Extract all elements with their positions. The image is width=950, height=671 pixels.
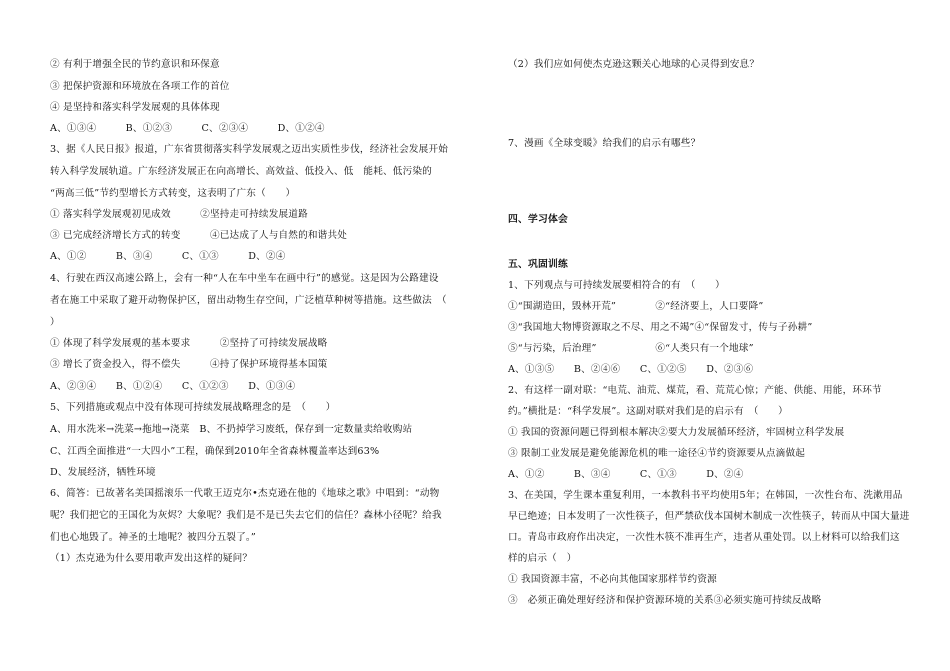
text-line: ③ 已完成经济增长方式的转变 ④已达成了人与自然的和谐共处 <box>50 230 348 241</box>
text-line: ③“我国地大物博资源取之不尽、用之不竭”④“保留发寸，传与子孙耕” <box>508 322 813 333</box>
text-line: 者在施工中采取了避开动物保护区，留出动物生存空间，广泛植草种树等措施。这些做法 （ <box>50 295 447 306</box>
text-line: ① 我国的资源问题已得到根本解决②要大力发展循环经济，牢固树立科学发展 <box>508 427 845 438</box>
section-heading-consolidation: 五、巩固训练 <box>508 259 568 270</box>
text-line: （1）杰克逊为什么要用歌声发出这样的疑问？ <box>50 553 253 564</box>
text-line: A、①② B、③④ C、①③ D、②④ <box>50 251 286 262</box>
text-line: ①“围湖造田，毁林开荒” ②“经济要上，人口要降” <box>508 301 764 312</box>
text-line: ③ 必须正确处理好经济和保护资源环境的关系③必须实施可持续反战略 <box>508 595 822 606</box>
text-line: 早已绝迹；日本发明了一次性筷子，但严禁砍伐本国树木制成一次性筷子，转而从中国大量进 <box>508 511 910 522</box>
text-line: C、江西全面推进“一大四小”工程，确保到2010年全省森林覆盖率达到63% <box>50 446 380 457</box>
text-line: A、②③④ B、①②④ C、①②③ D、①③④ <box>50 381 296 392</box>
text-line: 约。”横批是：“科学发展”。这副对联对我们是的启示有 （ ） <box>508 406 788 417</box>
text-line: ） <box>50 317 60 328</box>
text-line: 4、行驶在西汉高速公路上，会有一种“人在车中坐车在画中行”的感觉。这是因为公路建设 <box>50 273 439 284</box>
section-heading-learning-reflection: 四、学习体会 <box>508 214 568 225</box>
text-line: 2、有这样一副对联：“电荒、油荒、煤荒，看、荒荒心惊；产能、供能、用能，环环节 <box>508 385 882 396</box>
text-line: ② 有利于增强全民的节约意识和环保意 <box>50 59 220 70</box>
text-line: A、①③⑤ B、②④⑥ C、①②⑤ D、②③⑥ <box>508 364 754 375</box>
text-line: 3、在美国，学生课本重复利用，一本教科书平均使用5年；在韩国，一次性台布、洗漱用品 <box>508 490 903 501</box>
text-line: 5、下列措施或观点中没有体现可持续发展战略理念的是 （ ） <box>50 402 336 413</box>
text-line: 们也心地毁了。神圣的土地呢？被四分五裂了。” <box>50 532 256 543</box>
text-line: ① 体现了科学发展观的基本要求 ②坚持了可持续发展战略 <box>50 338 328 349</box>
text-line: ① 落实科学发展观初见成效 ②坚持走可持续发展道路 <box>50 209 308 220</box>
question-7: 7、漫画《全球变暖》给我们的启示有哪些？ <box>508 138 701 149</box>
text-line: “两高三低”节约型增长方式转变，这表明了广东（ ） <box>50 188 296 199</box>
text-line: 样的启示（ ） <box>508 553 577 564</box>
text-line: 1、下列观点与可持续发展要相符合的有 （ ） <box>508 280 725 291</box>
text-line: ③ 增长了资金投入，得不偿失 ④持了保护环境得基本国策 <box>50 359 328 370</box>
text-line: 6、简答：已故著名美国摇滚乐一代歌王迈克尔•杰克逊在他的《地球之歌》中唱到：“动物 <box>50 488 440 499</box>
text-line: A、①③④ B、①②③ C、②③④ D、①②④ <box>50 123 325 134</box>
text-line: 转入科学发展轨道。广东经济发展正在向高增长、高效益、低投入、低 能耗、低污染的 <box>50 166 432 177</box>
text-line: A、用水洗米→洗菜→拖地→浇菜 B、不扔掉学习废纸，保存到一定数量卖给收购站 <box>50 424 413 435</box>
text-line: ③ 限制工业发展是避免能源危机的唯一途径④节约资源要从点滴做起 <box>508 448 806 459</box>
text-line: 口。青岛市政府作出决定，一次性木筷不准再生产，违者从重处罚。以上材料可以给我们这 <box>508 532 900 543</box>
question-6-part-2: （2）我们应如何使杰克逊这颗关心地球的心灵得到安息？ <box>508 59 760 70</box>
text-line: ⑤“与污染，后治理” ⑥“人类只有一个地球” <box>508 343 754 354</box>
text-line: D、发展经济，牺牲环境 <box>50 467 156 478</box>
text-line: ① 我国资源丰富，不必向其他国家那样节约资源 <box>508 574 717 585</box>
text-line: ④ 是坚持和落实科学发展观的具体体现 <box>50 102 220 113</box>
text-line: 呢？我们把它的王国化为灰烬？大象呢？我们是不是已失去它们的信任？森林小径呢？给我 <box>50 510 442 521</box>
text-line: ③ 把保护资源和环境放在各项工作的首位 <box>50 81 230 92</box>
text-line: A、①② B、③④ C、①③ D、②④ <box>508 469 744 480</box>
text-line: 3、据《人民日报》报道，广东省贯彻落实科学发展观之迈出实质性步伐，经济社会发展开始 <box>50 144 449 155</box>
